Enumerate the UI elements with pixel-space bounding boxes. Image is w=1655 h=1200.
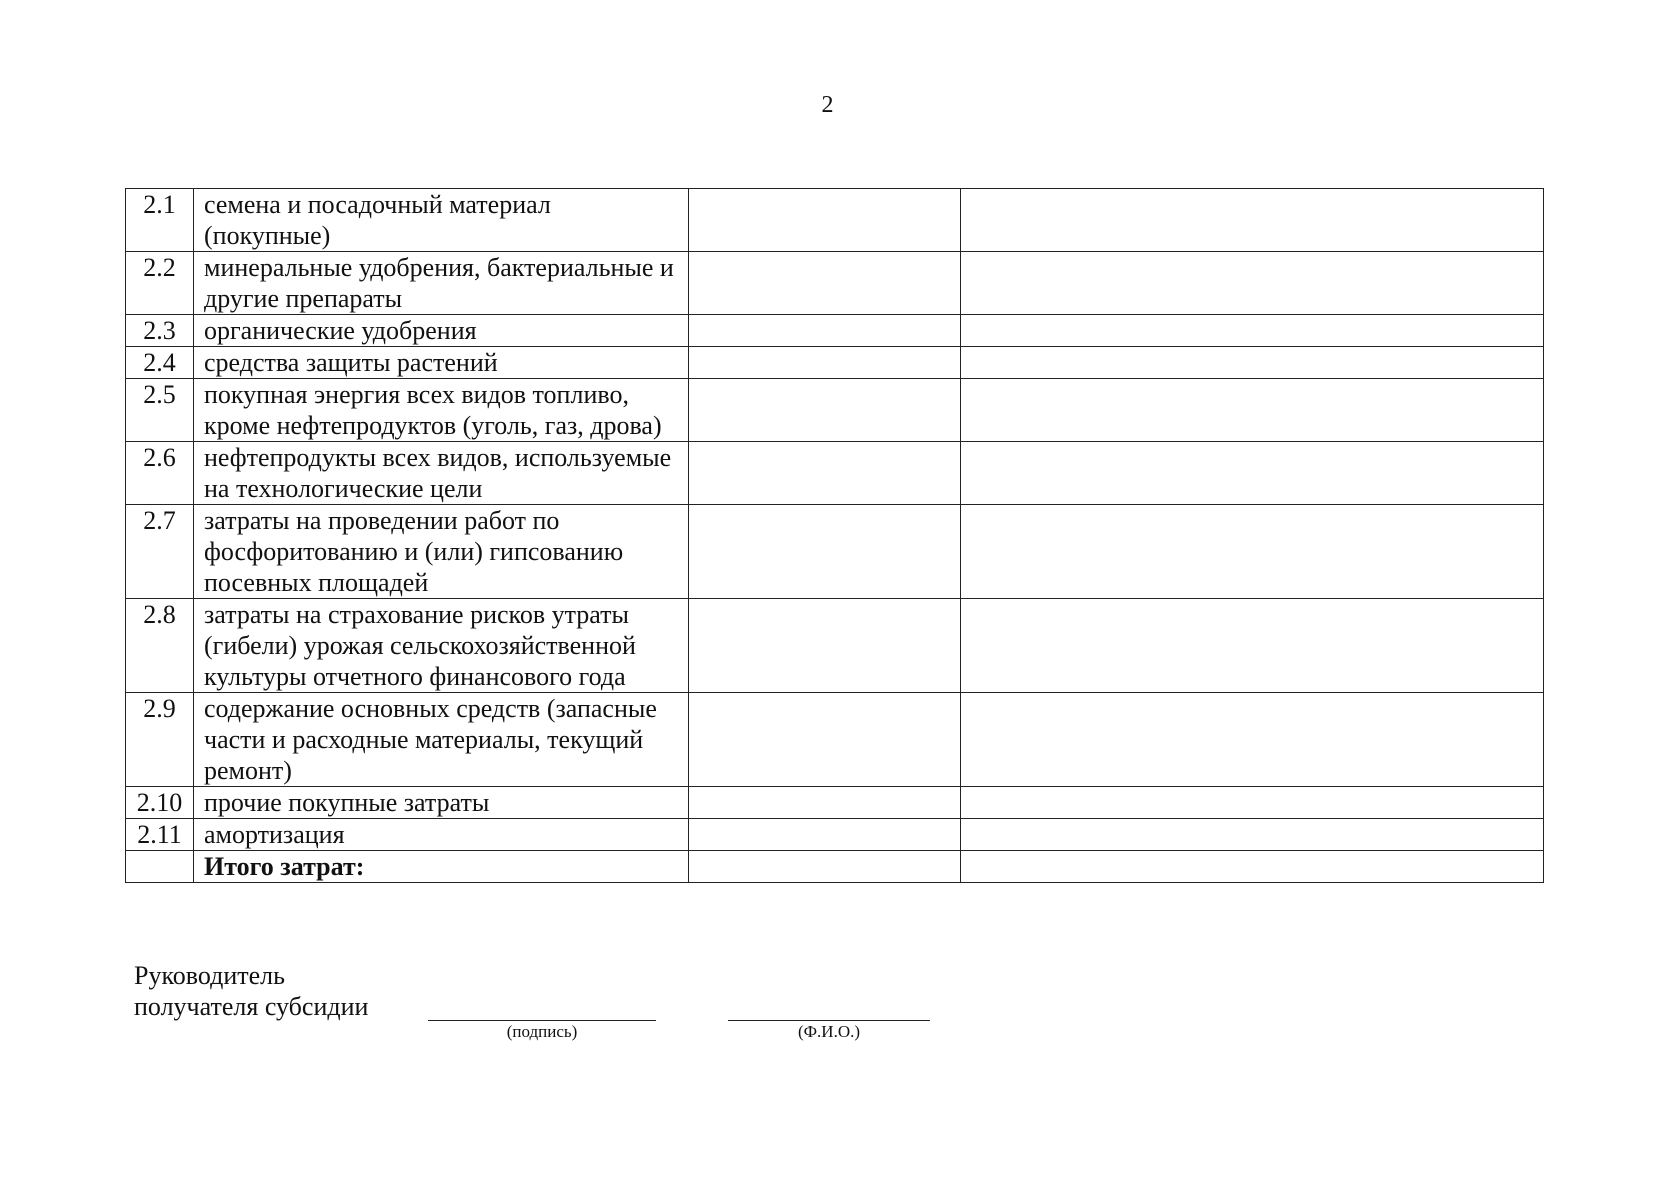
row-label: затраты на страхование рисков утраты (гибели) урожая сельскохозяйственной культуры отчетного финансового года <box>194 599 689 693</box>
row-label: покупная энергия всех видов топливо, кроме нефтепродуктов (уголь, газ, дрова) <box>194 379 689 442</box>
value-cell <box>961 315 1544 347</box>
value-cell <box>961 442 1544 505</box>
row-label: затраты на проведении работ по фосфоритованию и (или) гипсованию посевных площадей <box>194 505 689 599</box>
value-cell <box>689 787 961 819</box>
row-number: 2.8 <box>126 599 194 693</box>
value-cell <box>689 347 961 379</box>
table-row <box>126 819 1544 851</box>
value-cell <box>961 787 1544 819</box>
total-label: Итого затрат: <box>194 851 689 883</box>
signature-line <box>428 1020 656 1021</box>
row-label: средства защиты растений <box>194 347 689 379</box>
row-number: 2.4 <box>126 347 194 379</box>
row-number: 2.3 <box>126 315 194 347</box>
signature-title-line2: получателя субсидии <box>134 992 369 1021</box>
signature-caption: (подпись) <box>506 1022 578 1041</box>
value-cell <box>961 347 1544 379</box>
row-number: 2.9 <box>126 693 194 787</box>
name-caption: (Ф.И.О.) <box>797 1022 861 1041</box>
row-label: органические удобрения <box>194 315 689 347</box>
total-number <box>126 851 194 883</box>
value-cell <box>689 379 961 442</box>
row-label: минеральные удобрения, бактериальные и другие препараты <box>194 252 689 315</box>
name-line <box>728 1020 930 1021</box>
costs-table <box>125 188 1544 883</box>
row-label: содержание основных средств (запасные части и расходные материалы, текущий ремонт) <box>194 693 689 787</box>
value-cell <box>961 252 1544 315</box>
value-cell <box>961 851 1544 883</box>
table-row <box>126 379 1544 442</box>
page-number: 2 <box>821 92 834 118</box>
value-cell <box>689 315 961 347</box>
signature-block <box>134 960 368 1022</box>
table-row <box>126 347 1544 379</box>
value-cell <box>689 252 961 315</box>
value-cell <box>689 189 961 252</box>
row-label: прочие покупные затраты <box>194 787 689 819</box>
table-row <box>126 315 1544 347</box>
total-row <box>126 851 1544 883</box>
row-label: амортизация <box>194 819 689 851</box>
row-number: 2.10 <box>126 787 194 819</box>
signature-title-line1: Руководитель <box>134 961 285 990</box>
table-row <box>126 252 1544 315</box>
table-row <box>126 189 1544 252</box>
value-cell <box>689 599 961 693</box>
table-row <box>126 599 1544 693</box>
row-number: 2.11 <box>126 819 194 851</box>
value-cell <box>961 505 1544 599</box>
value-cell <box>689 851 961 883</box>
table-row <box>126 693 1544 787</box>
row-number: 2.6 <box>126 442 194 505</box>
value-cell <box>689 505 961 599</box>
row-label: нефтепродукты всех видов, используемые на технологические цели <box>194 442 689 505</box>
value-cell <box>961 189 1544 252</box>
value-cell <box>961 599 1544 693</box>
row-label: семена и посадочный материал (покупные) <box>194 189 689 252</box>
value-cell <box>689 693 961 787</box>
row-number: 2.5 <box>126 379 194 442</box>
value-cell <box>689 819 961 851</box>
value-cell <box>961 379 1544 442</box>
value-cell <box>961 819 1544 851</box>
row-number: 2.7 <box>126 505 194 599</box>
table-row <box>126 505 1544 599</box>
row-number: 2.1 <box>126 189 194 252</box>
value-cell <box>689 442 961 505</box>
value-cell <box>961 693 1544 787</box>
table-row <box>126 442 1544 505</box>
table-row <box>126 787 1544 819</box>
row-number: 2.2 <box>126 252 194 315</box>
